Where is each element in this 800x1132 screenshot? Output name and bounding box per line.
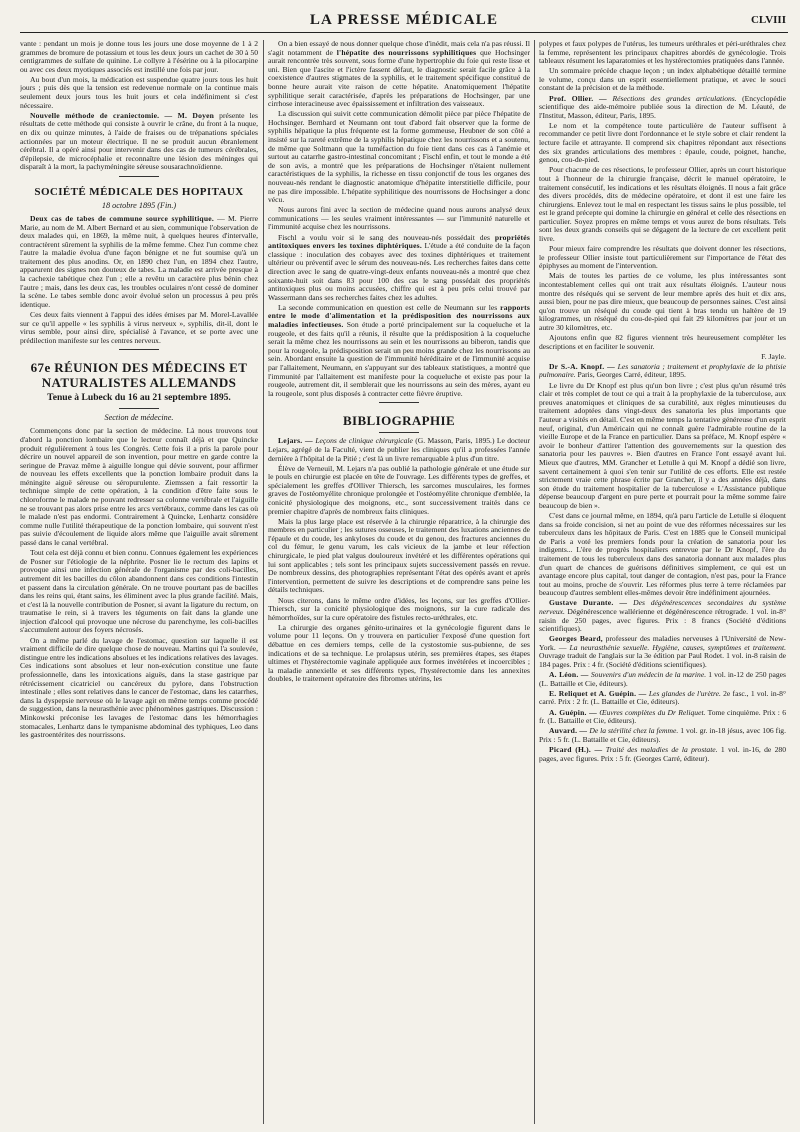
paragraph: Tout cela est déjà connu et bien connu. Connues également les expériences de Posner sur l'étiologie de la néphrite. Posner lie le rectum des lapins et provoque ainsi une infection générale de l'organisme par des coli-bacilles, autrement dit les bacilles du côlon abandonnent dans ces conditions l'intestin et passent dans la circulation générale. On ne trouve pourtant pas de bacilles dans les reins qui, étant sains, les éliminent avec la plus grande facilité. Mais, et c'est là la nouvelle contribution de Posner, si avant la ligature du rectum, on traumatise le rein, si à travers les téguments on fait dans la glande une injection d'alcool qui provoque une nécrose du parenchyme, les coli-bacilles s'accumulent autour des foyers nécrosés. — [20, 548, 258, 635]
paragraph: vante : pendant un mois je donne tous les jours une dose moyenne de 1 à 2 grammes de bromure de potassium et tous les deux jours un cachet de 30 à 50 centigrammes de sulfate de quinine. Le collyre à l'ésérine ou à la pilocarpine ou avec ces deux myotiques associés est instillé une fois par jour. — [20, 40, 258, 74]
section-date: Tenue à Lubeck du 16 au 21 septembre 1895. — [47, 392, 231, 404]
bibliography-entry — [539, 95, 786, 121]
journal-title: LA PRESSE MÉDICALE — [309, 12, 499, 28]
bibliography-entry — [268, 437, 530, 463]
bibliography-entry — [539, 709, 786, 726]
paragraph: Ces deux faits viennent à l'appui des idées émises par M. Morel-Lavallée sur ce qu'il appelle « les syphilis à virus nerveux », syphilis, dit-il, dont le virus semble, pour ainsi dire, spécialisé à l'avance, et se porte avec une prédilection manifeste sur les centres nerveux. — [20, 309, 258, 345]
book-title: Leçons de clinique chirurgicale — [315, 436, 413, 446]
paragraph: Au bout d'un mois, la médication est suspendue quatre jours tous les huit jours ; puis dès que la tension est redevenue normale on la continue mais seulement deux jours tous les huit jours et cela indéfiniment si c'est nécessaire. — [20, 74, 258, 110]
section-heading: BIBLIOGRAPHIE — [342, 413, 456, 429]
page-number: CLVIII — [750, 14, 786, 26]
paragraph: Le nom et la compétence toute particulière de l'auteur suffisent à recommander ce petit livre dont l'ordonnance et le style sobre et clair rendent la lecture facile et attrayante. Il comprend six chapitres répondant aux résections des six grandes articulations des membres : épaule, coude, poignet, hanche, genou, cou-de-pied. — [539, 120, 786, 165]
author: A. Guépin. — — [549, 707, 600, 717]
subsection-title: Section de médecine. — [104, 413, 174, 423]
bibliography-entry — [539, 599, 786, 633]
paragraph: Commençons donc par la section de médecine. Là nous trouvons tout d'abord la ponction lombaire que le lecteur connaît déjà et que Quincke produit régulièrement à tous les Congrès. Cette fois il a pris la parole pour décrire un nouvel appareil de son invention, pour mettre en garde contre la seringue de Pravaz même à aiguille longue qui dévie souvent, pour affirmer de nouveau les effets excellents que la ponction lombaire produit dans la méningite aiguë séreuse ou séropurulente. Ziemssen a fait ressortir la technique simple de cette opération, à la condition d'être faite sous le chloroforme le malade ne pouvant redresser sa colonne vertébrale et l'aiguille ne se trouvant pas alors prise entre les arcs vertébraux, comme dans les cas où le malade n'est pas endormi. Contrairement à Quincke, Lenhartz considère comme nulle l'utilité thérapeutique de la ponction lombaire, qui souvent n'est pas suivie d'écoulement de liquide alors même que l'aiguille avait sûrement passé dans le canal vertébral. — [20, 426, 258, 548]
column-right — [539, 40, 786, 1124]
author: Lejars. — — [278, 436, 316, 446]
paragraph-text: 2e fasc., 1 vol. in-8° carré. Prix : 2 fr. (L. Battaille et Cie, éditeurs). — [539, 688, 786, 707]
bibliography-entry — [539, 635, 786, 669]
paragraph — [20, 215, 258, 310]
paragraph-text: professeur des maladies nerveuses à l'Université de New-York. — — [539, 634, 786, 652]
book-title: La neurasthénie sexuelle. Hygiène, causes, symptômes et traitement. — [569, 642, 786, 652]
paragraph-text: — M. Pierre Marie, au nom de M. Albert Bernard et au sien, communique l'observation de deux malades qui, en 1869, la même nuit, à quelques heures d'intervalle, contractèrent sûrement la syphilis de la même femme. Chez l'un comme chez l'autre la maladie évolua d'une façon bénigne et ne fut soumise qu'à un traitement des plus anodins. Or, en 1890 chez l'un, en 1894 chez l'autre, apparurent des signes non douteux de tabes. La maladie est arrivée presque à la cachexie tabétique chez l'un ; elle a revêtu un caractère plus bénin chez l'autre ; mais, dans les deux cas, les troubles oculaires n'ont cessé de dominer la scène. Le tabes semble donc avoir évolué selon un processus à peu près identique. — [20, 213, 258, 309]
author: E. Reliquet et A. Guépin. — — [549, 688, 649, 698]
paragraph: Le livre du Dr Knopf est plus qu'un bon livre ; c'est plus qu'un résumé très clair et très complet de tout ce qui a trait à la prophylaxie de la tuberculose, aux preuves anatomiques et cliniques de sa curabilité, aux règles minutieuses du traitement adoptées dans vingt-deux des sanatoria les plus importants que l'auteur a visités en détail. C'est en même temps la tentative généreuse d'un esprit neuf, original, d'un Américain qui ne connaît guère l'admirable routine de la vieille Europe et de la France en particulier. Dans sa préface, M. Knopf espère « avoir le bonheur d'attirer l'attention des gouvernements sur la question des sanatoria pour les pauvres ». Bien d'autres en France l'ont essayé avant lui. Mieux que d'autres, MM. Grancher et Letulle à qui M. Knopf a dédié son livre, savent certainement à quoi s'en tenir sur l'utilité de ces efforts. Elle est restée strictement vraie cette phrase écrite par Grancher, il y a des années déjà, dans son étude du traitement hospitalier de la tuberculose « L'Assistance publique dépense beaucoup d'argent en pure perte et pourrait pour la même somme faire beaucoup de bien ». — [539, 380, 786, 510]
bibliography-entry — [539, 690, 786, 707]
emphasis: propriétés antitoxiques envers les toxines diphtériques. — [268, 232, 530, 251]
signature: F. Jayle. — [761, 351, 786, 361]
paragraph-text: L'étude a été conduite de la façon classique : inoculation des cobayes avec des toxines diphtériques et traitement ultérieur ou préventif avec le sérum des nouveau-nés. Les recherches faites dans cette direction avec le sang de quatre-vingt-deux enfants nouveau-nés a montré que chez soixante-huit soit dans 83 pour 100 des cas le sang possédait des propriétés antitoxiques plus ou moins accusées, chiffre qui est à peu près celui trouvé par Wassermann dans ses recherches faites chez les adultes. — [268, 241, 530, 302]
paragraph — [268, 234, 530, 303]
paragraph-text: On a bien essayé de nous donner quelque chose d'inédit, mais cela n'a pas réussi. Il s'agit notamment de — [268, 40, 530, 57]
emphasis: rapports entre le mode d'alimentation et la prédisposition des nourrissons aux maladies infectieuses. — [268, 302, 530, 329]
bibliography-entry — [539, 671, 786, 688]
divider — [119, 408, 159, 409]
column-left — [20, 40, 258, 1124]
author: Gustave Durante. — — [549, 598, 634, 608]
author: A. Léon. — — [549, 670, 591, 680]
author: Auvard. — — [549, 726, 590, 736]
paragraph: polypes et faux polypes de l'utérus, les tumeurs uréthrales et péri-uréthrales chez la femme, représentent les principaux chapitres abordés de gynécologie. Trois tableaux résument les laparatomies et les hystérectomies pratiquées dans l'année. — [539, 40, 786, 66]
paragraph: Élève de Verneuil, M. Lejars n'a pas oublié la pathologie générale et une étude sur le pouls en chirurgie est placée en tête de l'ouvrage. Les différents types de greffes, et spécialement les greffes d'Olliver Thiersch, les sarcomes musculaires, les formes graves de l'ostéomyélite chronique prolongée et l'ostéomyélite chronique d'emblée, la conicité physiologique des moignons, etc., sont successivement traités dans ce premier chapitre d'après de nombreux faits cliniques. — [268, 463, 530, 516]
bibliography-entry — [539, 363, 786, 380]
paragraph-text: Dégénérescence wallérienne et dégénérescence rétrograde. 1 vol. in-8° raisin de 250 pages, avec figures. Prix : 8 francs (Société d'éditions scientifiques). — [539, 607, 786, 634]
paragraph: Un sommaire précède chaque leçon ; un index alphabétique détaillé termine le volume, conçu dans un esprit essentiellement pratique, et avec le souci constant de la précision et de la méthode. — [539, 66, 786, 93]
paragraph-text: (G. Masson, Paris, 1895.) Le docteur Lejars, agrégé de la Faculté, vient de publier les cliniques qu'il a professées l'année dernière à l'hôpital de la Pitié ; c'est là un livre remarquable à plus d'un titre. — [268, 436, 530, 463]
paragraph-text: 1 vol. gr. in-18 jésus, avec 106 fig. Prix : 5 fr. (L. Battaille et Cie, éditeurs). — [539, 726, 786, 744]
author: Dr S.-A. Knopf. — — [549, 361, 618, 371]
divider — [119, 349, 159, 350]
paragraph — [268, 304, 530, 399]
divider — [119, 176, 159, 177]
paragraph-text: La seconde communication en question est celle de Neumann sur les — [278, 302, 501, 312]
book-title: Des dégénérescences secondaires du système nerveux. — [539, 598, 786, 616]
column-divider — [263, 40, 264, 1124]
book-title: De la stérilité chez la femme. — [589, 726, 679, 736]
paragraph-text: Son étude a porté principalement sur la coqueluche et la rougeole, et des faits qu'il a réunis, il résulte que la prédisposition à la coqueluche serait la même chez les nourrissons au sein et les nourrissons au biberon, tandis que pour la rougeole, la prédisposition serait un peu moins grande chez les nourrissons au sein. Abordant ensuite la question de l'immunité héréditaire et de l'immunité acquise par l'allaitement, Neumann, en s'appuyant sur des tableaux statistiques, a montré que l'immunité par l'allaitement est manifeste pour la coqueluche et existe pas pour la rougeole, autrement dit, il semblerait que les nourrissons au sein des mères, ayant eu la rougeole, sont plus disposés à contracter cette fièvre éruptive. — [268, 320, 530, 398]
article-heading: Nouvelle méthode de craniectomie. — M. Doyen — [30, 110, 215, 120]
bibliography-entry — [539, 746, 786, 763]
paragraph: On a même parlé du lavage de l'estomac, question sur laquelle il est vraiment difficile de dire quelque chose de nouveau. Martins qui l'a soulevée, distingue entre les indications absolues et les indications relatives des lavages. Ces indications sont absolues et leur non-exécution constitue une faute professionnelle, dans les intoxications aiguës, dans la stase gastrique par rétrécissement cicatriciel ou cancéreux du pylore, dans l'obstruction intestinale ; elles sont relatives dans le cancer de l'estomac, dans les catarrhes, dans la dyspepsie nerveuse où le lavage agit en même temps comme procédé de suggestion, dans la neurasthénie avec phénomènes gastriques. Discussion : Minkowski préconise les lavages de l'estomac dans les hémorrhagies stomacales, Lenhartz dans le tympanisme abdominal des typhiques, Leo dans les gastroentérites des nourrissons. — [20, 635, 258, 740]
paragraph: Ajoutons enfin que 82 figures viennent très heureusement compléter les descriptions et en faciliter le souvenir. — [539, 333, 786, 351]
book-title: Traité des maladies de la prostate. — [605, 744, 718, 754]
paragraph-text: Tome cinquième. Prix : 6 fr. (L. Battaille et Cie, éditeurs). — [539, 707, 786, 726]
section-heading: SOCIÉTÉ MÉDICALE DES HOPITAUX — [34, 185, 244, 198]
paragraph: Pour chacune de ces résections, le professeur Ollier, après un court historique tout à l'honneur de la chirurgie française, décrit le manuel opératoire, le traitement consécutif, les indications et les résultats éloignés. Il nous a fait grâce des divers procédés, dits de médecine opératoire, et dont il est une faire les chirurgiens. Enlevez tout le mal en respectant les tissus sains le plus possible, tel est le grand précepte qui domine la chirurgie en général et celle des résections en particulier. Soyez propres en même temps et vous aurez de bons résultats. Tels sont les deux grands conseils qui se dégagent de la lecture de cet excellent petit livre. — [539, 165, 786, 244]
paragraph-text: 1 vol. in-16, de 280 pages, avec figures. Prix : 5 fr. (Georges Carré, éditeur). — [539, 744, 786, 763]
column-middle — [268, 40, 530, 1124]
paragraph-text: que Hochsinger aurait rencontrée très souvent, sous forme d'une hypertrophie du foie qui reste lisse et uni. Bien que l'ascite et l'ictère fassent défaut, le diagnostic serait facile grâce à la coexistence d'autres stigmates de la syphilis, et le traitement spécifique constitué de bonne heure aurait vite raison de cette hépatite. Anatomiquement l'hépatite syphilitique serait caractérisée, d'après les préparations de Hochsinger, par une cirrhose interacineuse avec épaississement et infiltration des vaisseaux. — [268, 47, 530, 109]
article-heading: Deux cas de tabes de commune source syphilitique. — [30, 213, 214, 223]
paragraph-text: Ouvrage traduit de l'anglais sur la 3e édition par Paul Rodet. 1 vol. in-8 raisin de 184 pages. Prix : 4 fr. (Société d'éditions scientifiques). — [539, 651, 786, 670]
paragraph: Nous citerons, dans le même ordre d'idées, les leçons, sur les greffes d'Ollier-Thiersch, sur la conicité physiologique des moignons, sur la cure radicale des hémorrhoïdes, sur la cure opératoire des fistules recto-uréthrales, etc. — [268, 595, 530, 622]
running-head — [20, 10, 788, 33]
paragraph — [20, 112, 258, 172]
paragraph: La discussion qui suivit cette communication démolit pièce par pièce l'hépatite de Hochsinger. Bernhard et Neumann ont tout d'abord fait observer que la forme de syphilis hépatique la plus fréquente est la forme gommeuse, Heubner de son côté a insisté sur la rareté extrême de la syphilis hépatique chez les nourrissons et a soutenu, de même que Soltmann que la tuméfaction du foie tient dans ces cas à l'anémie et surtout au catarrhe gastro-intestinal concomitant ; Fischl enfin, et tout le monde a été de son avis, a montré que les préparations de Hochsinger n'étaient nullement caractéristiques de la syphilis, la richesse en tissu conjonctif de tous les organes des nouveau-nés rendant le diagnostic anatomique d'hépatite interstitielle difficile, pour ne pas dire impossible. L'hépatite syphilitique des nourrissons de Hochsinger a donc vécu. — [268, 109, 530, 205]
paragraph: C'est dans ce journal même, en 1894, qu'à paru l'article de Letulle si éloquent dans sa froide concision, si net au point de vue des réformes nécessaires sur les tuberculeux dans les hôpitaux de Paris. C'est en 1885 que le Conseil municipal de Paris a voté les premiers fonds pour la création de sanatoria pour les indigents... L'ère de progrès hospitaliers entrevue par le Dr Knopf, l'ère du traitement de tous les tuberculeux dans des sanatoria donnant aux malades plus d'un quart de chances de guérisons définitives simplement, ce qui est un avantage encore plus capital, tout danger de contagion, n'est pas, pour la France tout au moins, proche de s'ouvrir. Les réformes plus terre à terre réclamées par beaucoup d'autres semblent elles-mêmes devoir être indéfiniment ajournées. — [539, 510, 786, 598]
divider — [379, 402, 419, 403]
book-title: Résections des grandes articulations. — [612, 93, 737, 103]
author: Picard (H.). — — [549, 744, 606, 754]
author: Prof. Ollier. — — [549, 93, 613, 103]
book-title: Souvenirs d'un médecin de la marine. — [590, 670, 707, 680]
paragraph: Nous aurons fini avec la section de médecine quand nous aurons analysé deux communications — les seules vraiment intéressantes — sur l'immunité naturelle et l'immunité acquise chez les nourrissons. — [268, 205, 530, 232]
divider — [379, 432, 419, 433]
section-date: 18 octobre 1895 (Fin.) — [101, 200, 177, 210]
paragraph-text: Paris, Georges Carré, éditeur, 1895. — [575, 370, 686, 380]
paragraph: Mais de toutes les parties de ce volume, les plus intéressantes sont incontestablement celles qui ont trait aux résultats éloignés. L'auteur nous montre des réséqués qui se servent de leur membre après des huit et dix ans, aussi bien, pour ne pas dire mieux, que beaucoup de personnes saines. C'est ainsi qu'on trouve un réséqué du coude qui tient à bras tendu un haltère de 19 kilogrammes, un réséqué du cou-de-pied qui fait 29 kilomètres par jour et un autre 30 kilomètres, etc. — [539, 271, 786, 332]
emphasis: l'hépatite des nourrissons syphilitiques — [336, 47, 477, 57]
paragraph: Mais la plus large place est réservée à la chirurgie réparatrice, à la chirurgie des membres en particulier ; les sutures osseuses, le traitement des luxations anciennes de l'épaule et du coude, les ankyloses du coude et du genou, des fractures anciennes du col du fémur, le genu varum, les cals vicieux de la jambe et leur réfection chirurgicale, le pied plat valgus douloureux invétéré et les différentes opérations qui lui sont applicables ; tels sont les principaux sujets successivement passés en revue. De nombreux dessins, des photographies représentant l'état des opérés avant et après l'intervention, permettent de suivre les descriptions et de comprendre sans peine les détails techniques. — [268, 516, 530, 595]
paragraph-text: présente les résultats de cette méthode qui consiste à ouvrir le crâne, du front à la nuque, en dix ou quinze minutes, à l'aide de fraises ou de trépanations spéciales actionnées par un moteur électrique. Il ne se produit aucun ébranlement cérébral. Il a opéré ainsi pour intervenir dans des cas de tumeurs cérébrales, d'épilepsie, de microcéphalie et reconnaître une lésion des méninges qui disparaît à la mort, la pachyméningite séreuse sousarachnoïdienne. — [20, 110, 258, 172]
book-title: Œuvres complètes du Dr Reliquet. — [599, 707, 706, 717]
paragraph — [268, 40, 530, 109]
paragraph: La chirurgie des organes génito-urinaires et la gynécologie figurent dans le volume pour 11 leçons. On y trouvera en particulier l'exposé d'une question fort débattue en ces derniers temps, celle de la cystostomie sus-pubienne, de ses indications et de sa technique. Le prolapsus utérin, ses premières étapes, ses étapes ultimes et l'hystérectomie vaginale appliquée aux formes invétérées et incoercibles ; la maladie annexielle et ses différents types, l'hystérectomie dans les annexites doubles, le traitement opératoire des fibromes utérins, les — [268, 622, 530, 684]
paragraph-text: 1 vol. in-12 de 250 pages (L. Battaille et Cie, éditeurs). — [539, 670, 786, 688]
paragraph-text: (Encyclopédie scientifique des aide-mémoire publiée sous la direction de M. Léauté, de l'Institut, Masson, éditeur, Paris, 1895. — [539, 93, 786, 120]
paragraph: Pour mieux faire comprendre les résultats que doivent donner les résections, le professeur Ollier insiste tout particulièrement sur l'importance de l'état des épiphyses au moment de l'intervention. — [539, 244, 786, 271]
bibliography-entry — [539, 727, 786, 744]
section-heading: 67e RÉUNION DES MÉDECINS ET NATURALISTES ALLEMANDS — [30, 360, 248, 391]
paragraph-text: Fischl a voulu voir si le sang des nouveau-nés possédait des — [278, 232, 495, 242]
book-title: Les sanatoria ; traitement et prophylaxie de la phtisie pulmonaire. — [539, 361, 786, 380]
author: Georges Beard, — [549, 634, 603, 644]
book-title: Les glandes de l'urètre. — [648, 688, 721, 698]
column-divider — [534, 40, 535, 1124]
